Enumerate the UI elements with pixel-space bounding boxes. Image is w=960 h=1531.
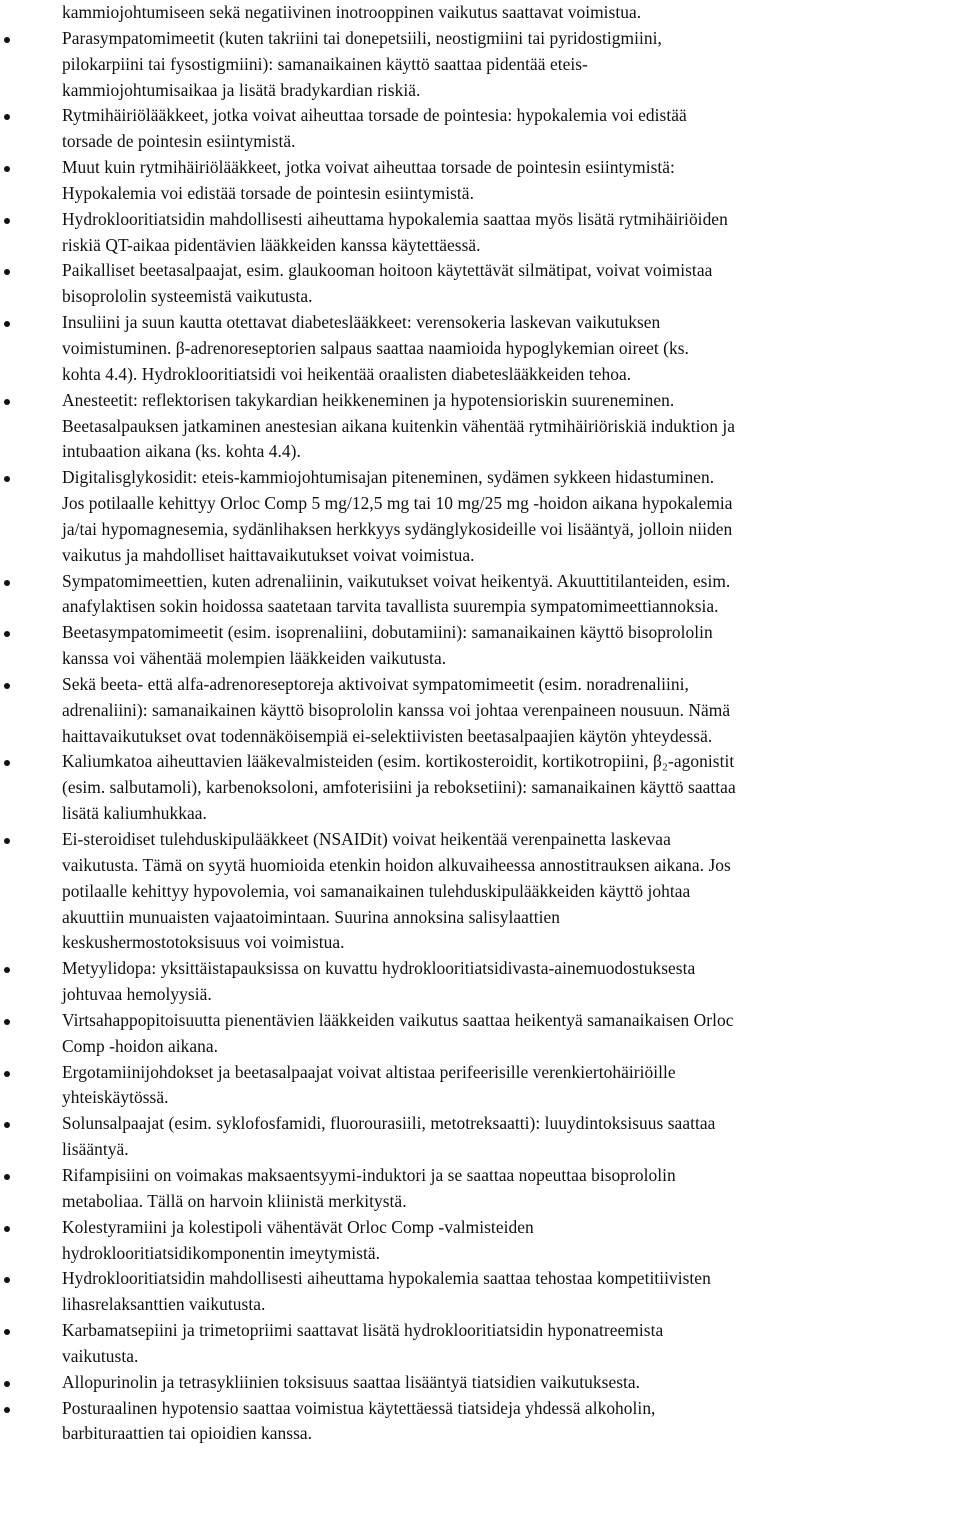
list-item-line: Beetasalpauksen jatkaminen anestesian aikana kuitenkin vähentää rytmihäiriöriskiä induktion ja bbox=[62, 415, 736, 436]
bullet-icon bbox=[4, 580, 10, 586]
list-item-line: lisääntyä. bbox=[62, 1139, 129, 1160]
list-item-line: Insuliini ja suun kautta otettavat diabeteslääkkeet: verensokeria laskevan vaikutuksen bbox=[62, 312, 661, 333]
bullet-icon bbox=[4, 1071, 10, 1077]
bullet-icon bbox=[4, 476, 10, 482]
bullet-icon bbox=[4, 1122, 10, 1128]
list-item-line: Ei-steroidiset tulehduskipulääkkeet (NSAIDit) voivat heikentää verenpainetta laskevaa bbox=[62, 829, 671, 849]
list-item-line: kohta 4.4). Hydroklooritiatsidi voi heikentää oraalisten diabeteslääkkeiden tehoa. bbox=[62, 363, 632, 384]
list-item-line: vaikutusta. bbox=[62, 1345, 139, 1366]
list-item-line: Rifampisiini on voimakas maksaentsyymi-induktori ja se saattaa nopeuttaa bisoprololin bbox=[62, 1164, 676, 1185]
list-item-line: akuuttiin munuaisten vajaatoimintaan. Suurina annoksina salisylaattien bbox=[62, 906, 561, 927]
list-item bbox=[0, 1060, 960, 1112]
list-item-line: Hydroklooritiatsidin mahdollisesti aiheuttama hypokalemia saattaa myös lisätä rytmihäiriöiden bbox=[62, 208, 728, 229]
list-item-line: potilaalle kehittyy hypovolemia, voi samanaikainen tulehduskipulääkkeiden käyttö johtaa bbox=[62, 880, 691, 901]
continuation-paragraph bbox=[0, 0, 960, 26]
list-item bbox=[0, 388, 960, 466]
list-item bbox=[0, 569, 960, 621]
list-item bbox=[0, 207, 960, 259]
list-item-line: vaikutus ja mahdolliset haittavaikutukset voivat voimistua. bbox=[62, 544, 475, 565]
list-item bbox=[0, 956, 960, 1008]
bullet-icon bbox=[4, 218, 10, 224]
bullet-icon bbox=[4, 683, 10, 689]
bullet-icon bbox=[4, 1174, 10, 1180]
list-item-line: Comp -hoidon aikana. bbox=[62, 1035, 219, 1056]
list-item-line: vaikutusta. Tämä on syytä huomioida etenkin hoidon alkuvaiheessa annostitrauksen aikana. Jos bbox=[62, 854, 731, 875]
list-item-line: Anesteetit: reflektorisen takykardian heikkeneminen ja hypotensioriskin suureneminen. bbox=[62, 389, 675, 410]
list-item-line: Virtsahappopitoisuutta pienentävien lääkkeiden vaikutus saattaa heikentyä samanaikaisen Orloc bbox=[62, 1009, 734, 1030]
bullet-icon bbox=[4, 114, 10, 120]
list-item-line: (esim. salbutamoli), karbenoksoloni, amfoterisiini ja reboksetiini): samanaikainen käyttö saattaa bbox=[62, 777, 736, 798]
list-item-line: johtuvaa hemolyysiä. bbox=[62, 984, 212, 1005]
list-item-line: anafylaktisen sokin hoidossa saatetaan tarvita tavallista suurempia sympatomimeettiannoksia. bbox=[62, 596, 719, 617]
list-item-line: Kolestyramiini ja kolestipoli vähentävät Orloc Comp -valmisteiden bbox=[62, 1216, 534, 1237]
list-item bbox=[0, 26, 960, 104]
list-item-line: Digitalisglykosidit: eteis-kammiojohtumisajan piteneminen, sydämen sykkeen hidastuminen. bbox=[62, 467, 715, 488]
list-item-line: Posturaalinen hypotensio saattaa voimistua käytettäessä tiatsideja yhdessä alkoholin, bbox=[62, 1397, 656, 1418]
list-item bbox=[0, 672, 960, 750]
list-item-line: kanssa voi vähentää molempien lääkkeiden vaikutusta. bbox=[62, 648, 447, 669]
list-item-line: Beetasympatomimeetit (esim. isoprenaliini, dobutamiini): samanaikainen käyttö bisoprololin bbox=[62, 622, 713, 643]
list-item-line: Parasympatomimeetit (kuten takriini tai donepetsiili, neostigmiini tai pyridostigmiini, bbox=[62, 27, 662, 48]
bullet-icon bbox=[4, 321, 10, 327]
list-item bbox=[0, 258, 960, 310]
list-item-line: Hydroklooritiatsidin mahdollisesti aiheuttama hypokalemia saattaa tehostaa kompetitiivisten bbox=[62, 1268, 711, 1289]
list-item-line: kammiojohtumisaikaa ja lisätä bradykardian riskiä. bbox=[62, 79, 421, 100]
list-item-line: pilokarpiini tai fysostigmiini): samanaikainen käyttö saattaa pidentää eteis- bbox=[62, 53, 588, 74]
list-item bbox=[0, 1215, 960, 1267]
list-item bbox=[0, 310, 960, 388]
list-item-line: Hypokalemia voi edistää torsade de pointesin esiintymistä. bbox=[62, 182, 474, 203]
bullet-icon bbox=[4, 166, 10, 172]
list-item-line: haittavaikutukset ovat todennäköisempiä ei-selektiivisten beetasalpaajien käytön yhteydessä. bbox=[62, 725, 713, 746]
list-item-line: Allopurinolin ja tetrasykliinien toksisuus saattaa lisääntyä tiatsidien vaikutuksesta. bbox=[62, 1371, 641, 1392]
list-item-line: Kaliumkatoa aiheuttavien lääkevalmisteiden (esim. kortikosteroidit, kortikotropiini, β₂-agonistit bbox=[62, 751, 735, 772]
bullet-icon bbox=[4, 1329, 10, 1335]
list-item-line: Metyylidopa: yksittäistapauksissa on kuvattu hydroklooritiatsidivasta-ainemuodostuksesta bbox=[62, 958, 696, 979]
list-item-line: Sympatomimeettien, kuten adrenaliinin, vaikutukset voivat heikentyä. Akuuttitilanteiden, esim. bbox=[62, 570, 731, 591]
list-item-line: kammiojohtumiseen sekä negatiivinen inotrooppinen vaikutus saattavat voimistua. bbox=[62, 2, 642, 22]
list-item bbox=[0, 155, 960, 207]
list-item-line: Jos potilaalle kehittyy Orloc Comp 5 mg/12,5 mg tai 10 mg/25 mg -hoidon aikana hypokalemia bbox=[62, 493, 733, 514]
list-item-line: yhteiskäytössä. bbox=[62, 1087, 169, 1108]
bullet-icon bbox=[4, 37, 10, 43]
list-item-line: adrenaliini): samanaikainen käyttö bisoprololin kanssa voi johtaa verenpaineen nousuun. Nämä bbox=[62, 699, 731, 720]
list-item bbox=[0, 827, 960, 956]
list-item-line: Muut kuin rytmihäiriölääkkeet, jotka voivat aiheuttaa torsade de pointesin esiintymistä: bbox=[62, 157, 675, 178]
list-item bbox=[0, 1266, 960, 1318]
list-item-line: barbituraattien tai opioidien kanssa. bbox=[62, 1423, 313, 1444]
list-item bbox=[0, 1163, 960, 1215]
bullet-icon bbox=[4, 1226, 10, 1232]
list-item bbox=[0, 749, 960, 827]
bullet-icon bbox=[4, 967, 10, 973]
list-item-line: Rytmihäiriölääkkeet, jotka voivat aiheuttaa torsade de pointesia: hypokalemia voi edistää bbox=[62, 105, 687, 126]
bullet-icon bbox=[4, 1019, 10, 1025]
bullet-icon bbox=[4, 1277, 10, 1283]
bullet-icon bbox=[4, 760, 10, 766]
list-item bbox=[0, 1111, 960, 1163]
list-item-line: lisätä kaliumhukkaa. bbox=[62, 803, 207, 824]
list-item-line: voimistuminen. β-adrenoreseptorien salpaus saattaa naamioida hypoglykemian oireet (ks. bbox=[62, 337, 689, 358]
bullet-icon bbox=[4, 631, 10, 637]
bullet-icon bbox=[4, 399, 10, 405]
list-item-line: ja/tai hypomagnesemia, sydänlihaksen herkkyys sydänglykosideille voi lisääntyä, jolloin niiden bbox=[62, 518, 733, 539]
bullet-icon bbox=[4, 1407, 10, 1413]
bullet-icon bbox=[4, 838, 10, 844]
list-item-line: lihasrelaksanttien vaikutusta. bbox=[62, 1294, 266, 1315]
list-item-line: bisoprololin systeemistä vaikutusta. bbox=[62, 286, 313, 307]
list-item-line: Paikalliset beetasalpaajat, esim. glaukooman hoitoon käytettävät silmätipat, voivat voimistaa bbox=[62, 260, 713, 281]
list-item bbox=[0, 465, 960, 568]
bullet-icon bbox=[4, 1381, 10, 1387]
list-item-line: Solunsalpaajat (esim. syklofosfamidi, fluorourasiili, metotreksaatti): luuydintoksisuus saattaa bbox=[62, 1113, 716, 1134]
list-item-line: Karbamatsepiini ja trimetopriimi saattavat lisätä hydroklooritiatsidin hyponatreemista bbox=[62, 1320, 664, 1341]
list-item-line: Sekä beeta- että alfa-adrenoreseptoreja aktivoivat sympatomimeetit (esim. noradrenaliini, bbox=[62, 673, 689, 694]
list-item-line: torsade de pointesin esiintymistä. bbox=[62, 131, 296, 152]
list-item-line: intubaation aikana (ks. kohta 4.4). bbox=[62, 441, 301, 462]
list-item-line: riskiä QT-aikaa pidentävien lääkkeiden kanssa käytettäessä. bbox=[62, 234, 481, 255]
list-item-line: Ergotamiinijohdokset ja beetasalpaajat voivat altistaa perifeerisille verenkiertohäiriöille bbox=[62, 1061, 676, 1082]
list-item bbox=[0, 1318, 960, 1370]
list-item bbox=[0, 620, 960, 672]
list-item bbox=[0, 1370, 960, 1396]
list-item bbox=[0, 1396, 960, 1448]
list-item-line: metaboliaa. Tällä on harvoin kliinistä merkitystä. bbox=[62, 1190, 407, 1211]
list-item bbox=[0, 1008, 960, 1060]
list-item bbox=[0, 103, 960, 155]
list-item-line: hydroklooritiatsidikomponentin imeytymistä. bbox=[62, 1242, 381, 1263]
bullet-icon bbox=[4, 269, 10, 275]
list-item-line: keskushermostotoksisuus voi voimistua. bbox=[62, 932, 345, 953]
